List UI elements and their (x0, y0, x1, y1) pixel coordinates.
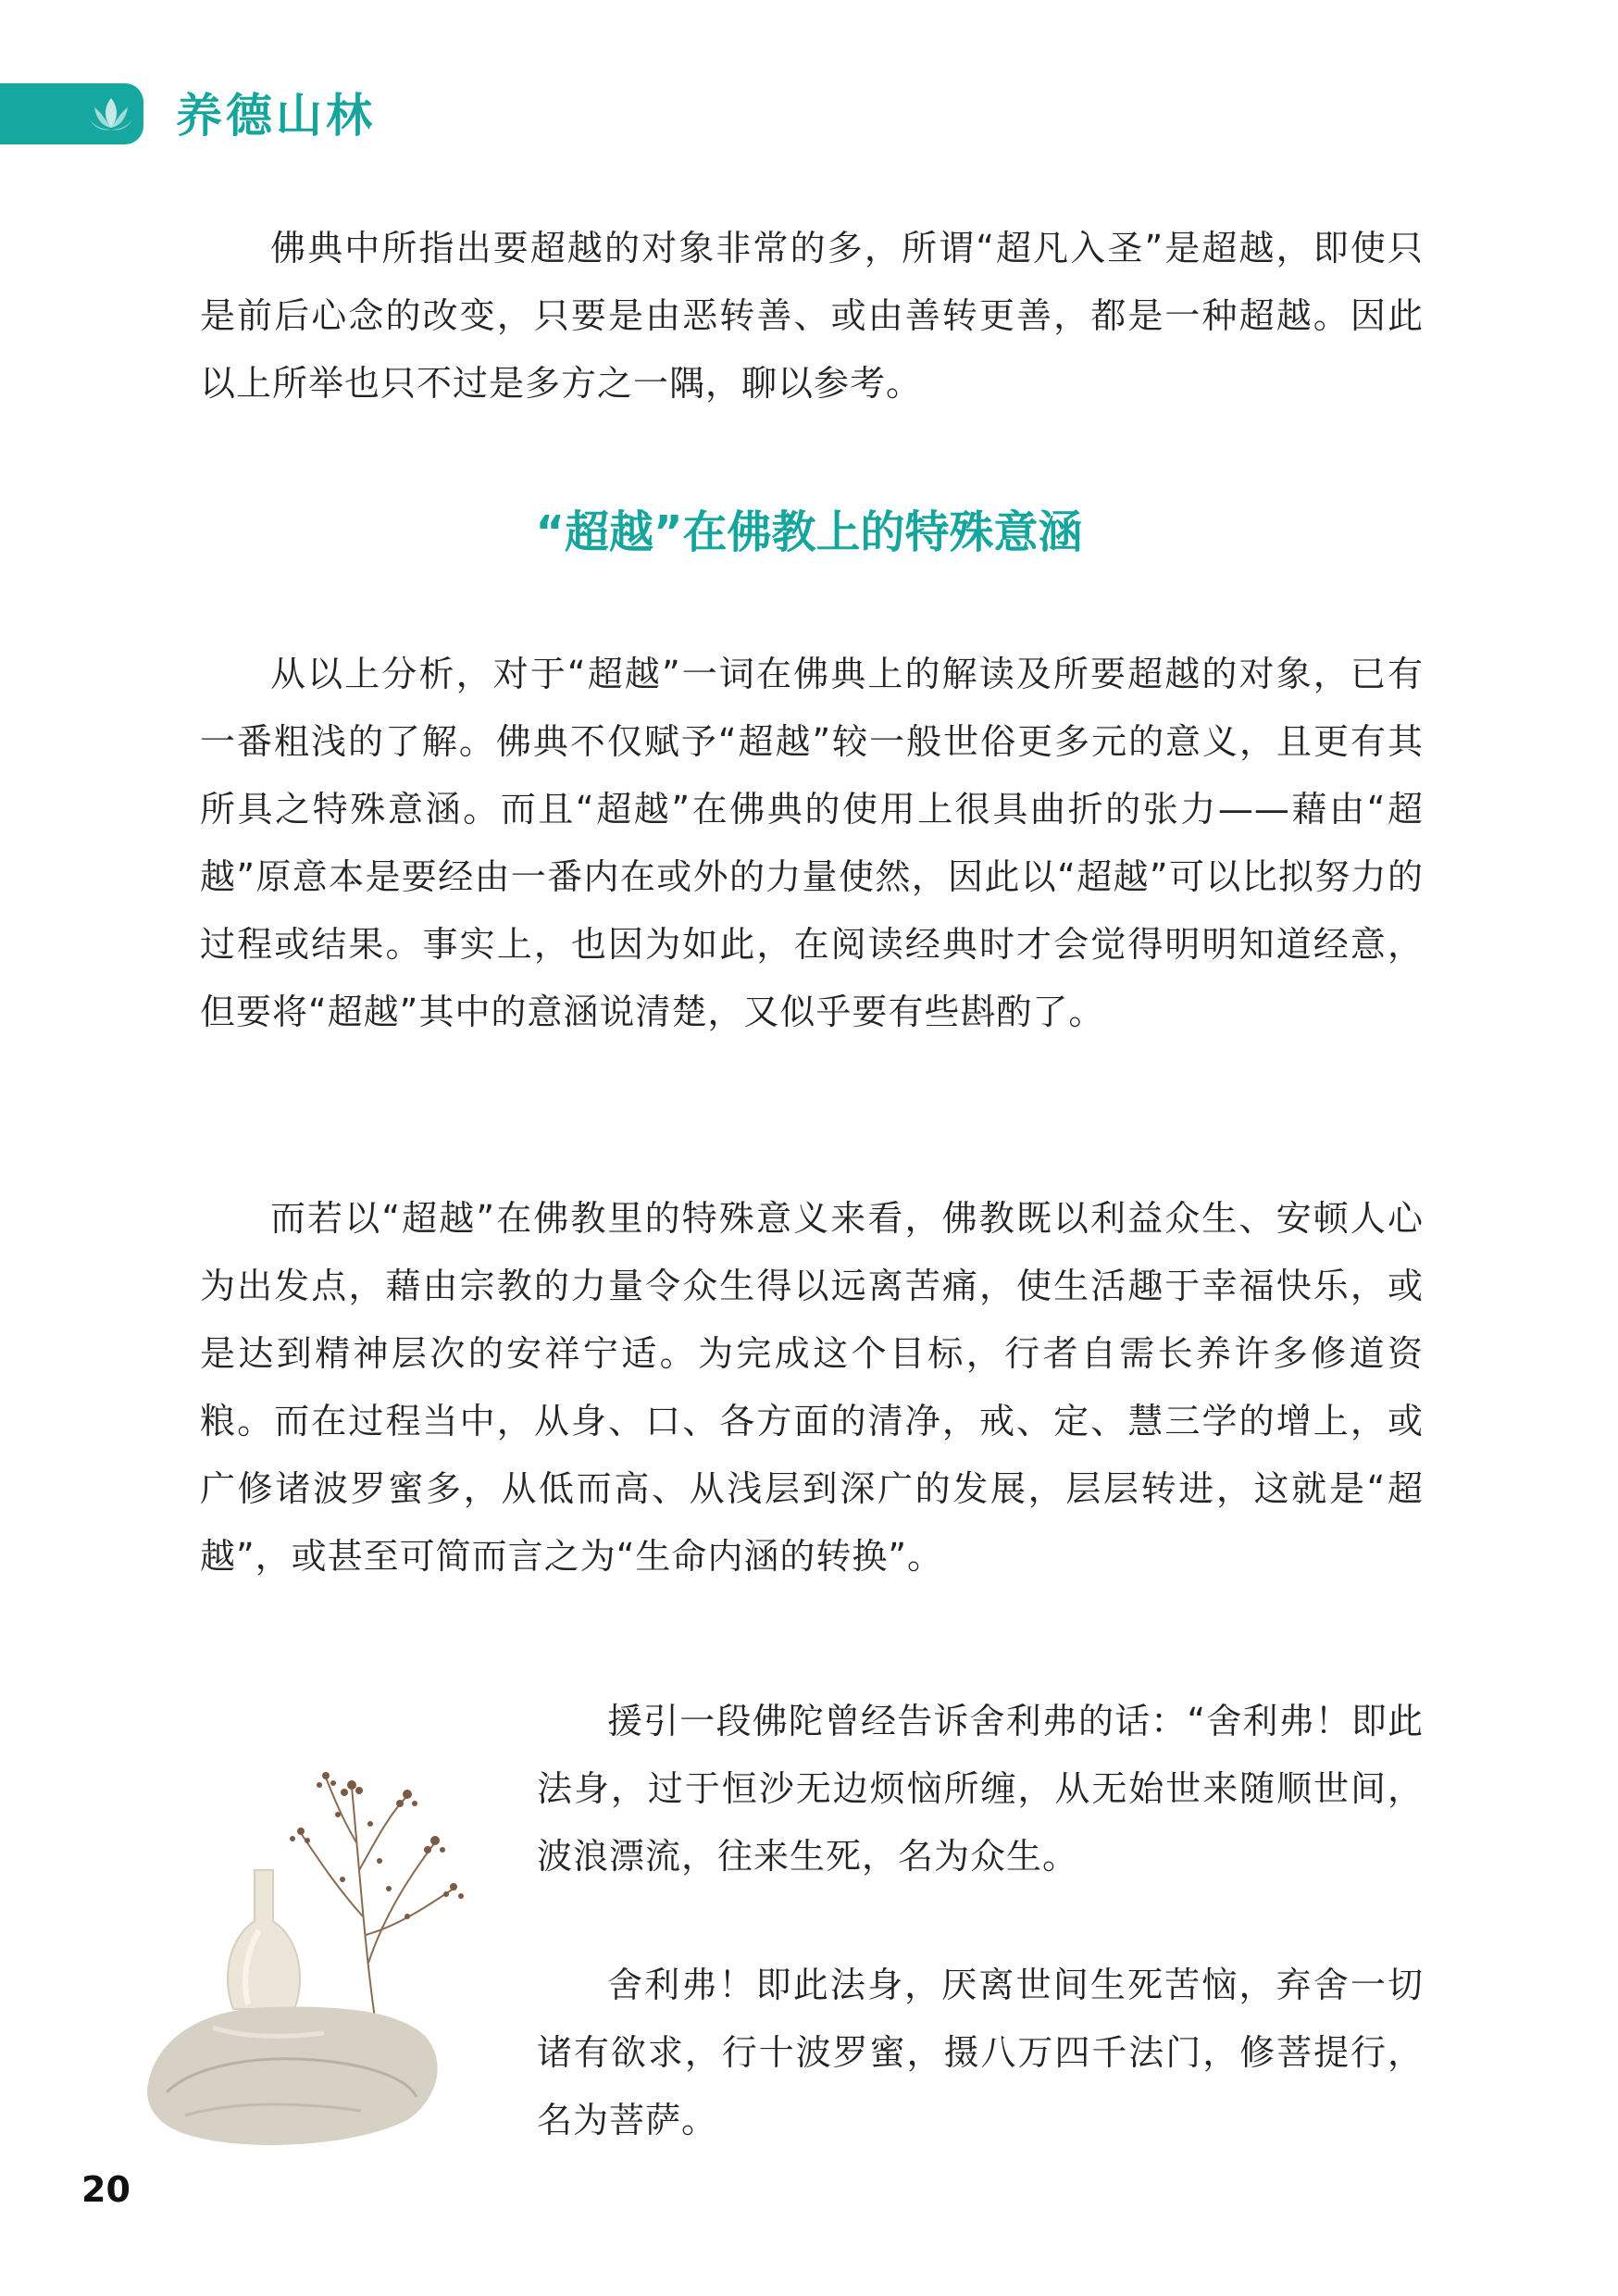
lotus-icon (85, 93, 137, 135)
quote-paragraph-1: 援引一段佛陀曾经告诉舍利弗的话：“舍利弗！即此法身，过于恒沙无边烦恼所缠，从无始世来随顺世间，波浪漂流，往来生死，名为众生。 (537, 1701, 1424, 1877)
intro-paragraph: 佛典中所指出要超越的对象非常的多，所谓“超凡入圣”是超越，即使只是前后心念的改变，只要是由恶转善、或由善转更善，都是一种超越。因此以上所举也只不过是多方之一隅，聊以参考。 (200, 228, 1424, 404)
section-heading: “超越”在佛教上的特殊意涵 (535, 506, 1083, 558)
body-paragraph-analysis: 从以上分析，对于“超越”一词在佛典上的解读及所要超越的对象，已有一番粗浅的了解。佛典不仅赋予“超越”较一般世俗更多元的意义，且更有其所具之特殊意涵。而且“超越”在佛典的使用上很具曲折的张力——藉由“超越”原意本是要经由一番内在或外的力量使然，因此以“超越”可以比拟努力的过程或结果。事实上，也因为如此，在阅读经典时才会觉得明明知道经意，但要将“超越”其中的意涵说清楚，又似乎要有些斟酌了。 (200, 654, 1424, 1032)
page-number: 20 (81, 2169, 131, 2210)
vase-illustration (130, 1731, 500, 2166)
magazine-title: 养德山林 (176, 89, 376, 143)
body-paragraph-meaning: 而若以“超越”在佛教里的特殊意义来看，佛教既以利益众生、安顿人心为出发点，藉由宗教的力量令众生得以远离苦痛，使生活趣于幸福快乐，或是达到精神层次的安祥宁适。为完成这个目标，行者自需长养许多修道资粮。而在过程当中，从身、口、各方面的清净，戒、定、慧三学的增上，或广修诸波罗蜜多，从低而高、从浅层到深广的发展，层层转进，这就是“超越”，或甚至可简而言之为“生命内涵的转换”。 (200, 1198, 1424, 1577)
quote-paragraph-2: 舍利弗！即此法身，厌离世间生死苦恼，弃舍一切诸有欲求，行十波罗蜜，摄八万四千法门，修菩提行，名为菩萨。 (537, 1965, 1424, 2140)
